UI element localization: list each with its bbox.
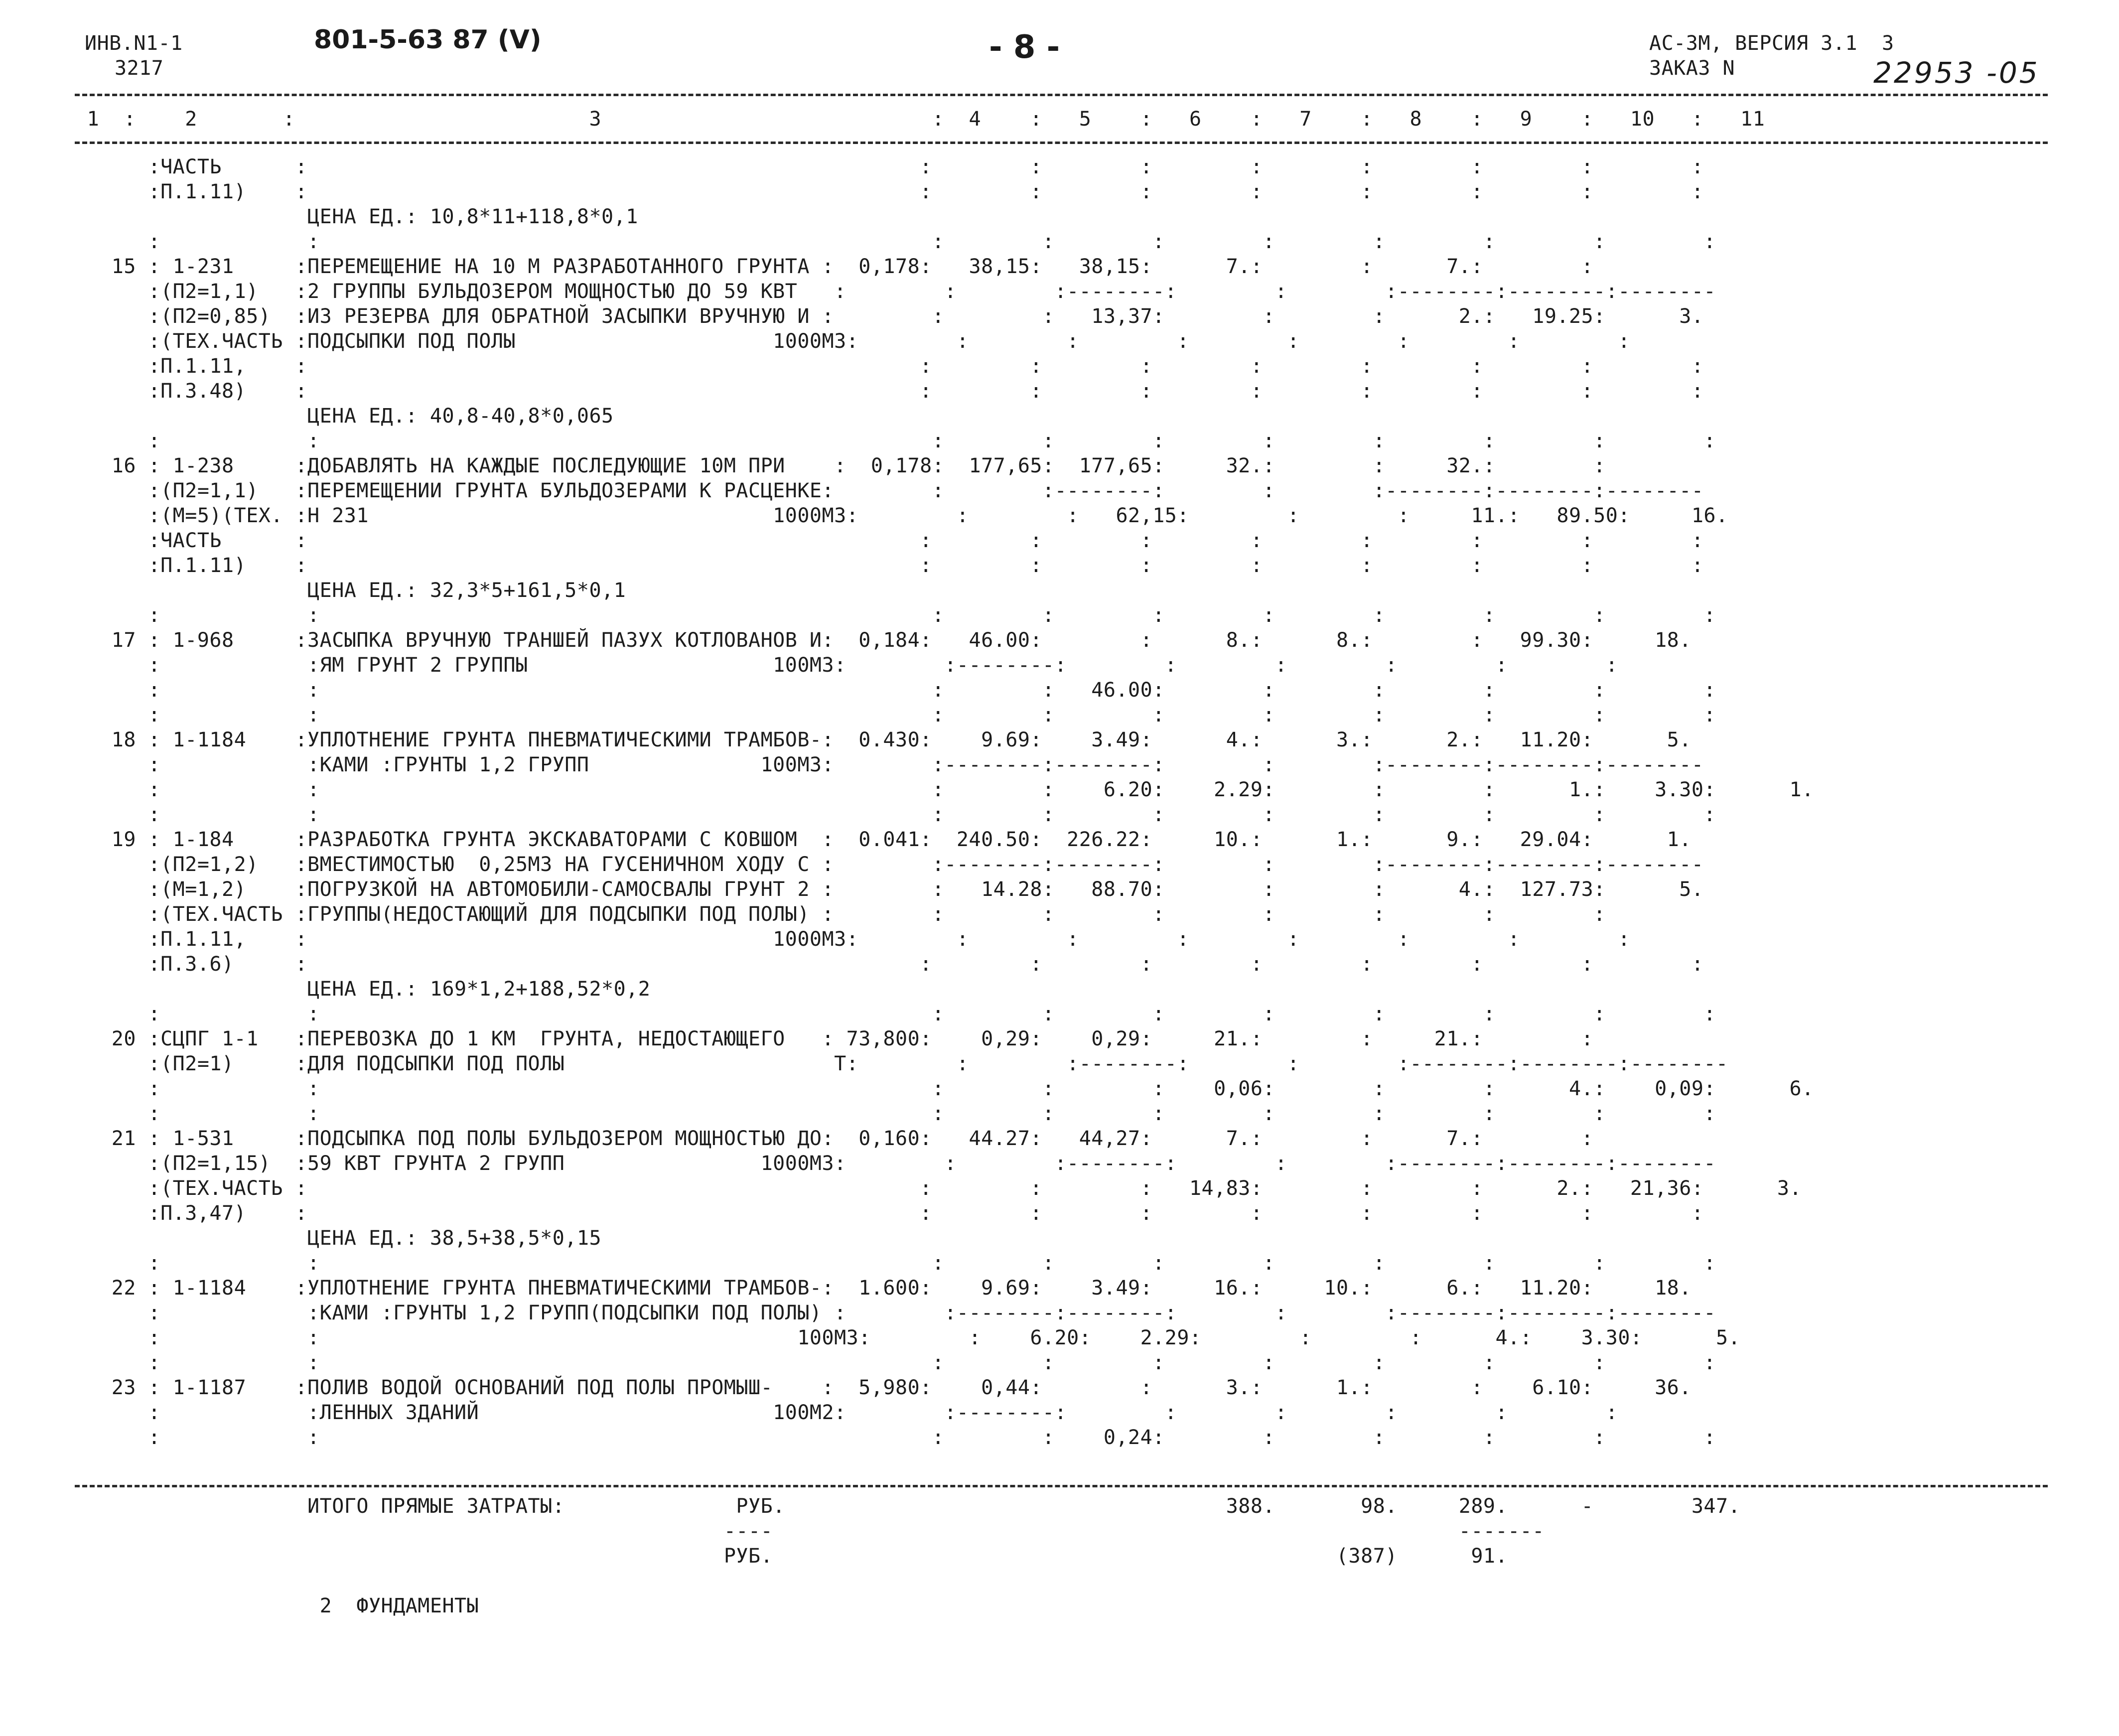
table-line: :ЧАСТЬ : : : : : : : : : bbox=[75, 529, 1704, 552]
section-heading: 2 ФУНДАМЕНТЫ bbox=[75, 1594, 479, 1617]
table-line: :(П2=1,15) :59 КВТ ГРУНТА 2 ГРУПП 1000М3: : :--------: : :--------:--------:-------- bbox=[75, 1152, 1716, 1175]
table-line: :(П2=0,85) :ИЗ РЕЗЕРВА ДЛЯ ОБРАТНОЙ ЗАСЫПКИ ВРУЧНУЮ И : : : 13,37: : : 2.: 19.25: 3. bbox=[75, 305, 1704, 328]
table-line: ЦЕНА ЕД.: 40,8-40,8*0,065 bbox=[75, 405, 614, 428]
table-line: ЦЕНА ЕД.: 32,3*5+161,5*0,1 bbox=[75, 579, 626, 602]
totals-underline: ---- ------- bbox=[75, 1520, 1545, 1543]
table-line: : :КАМИ :ГРУНТЫ 1,2 ГРУПП(ПОДСЫПКИ ПОД ПОЛЫ) : :--------:--------: : :--------:--------:-------- bbox=[75, 1302, 1716, 1324]
table-line: :П.1.11, : : : : : : : : : bbox=[75, 355, 1704, 378]
totals-line: РУБ. (387) 91. bbox=[75, 1545, 1508, 1568]
system-version: АС-3М, ВЕРСИЯ 3.1 3 bbox=[1649, 32, 1894, 55]
table-line: ЦЕНА ЕД.: 38,5+38,5*0,15 bbox=[75, 1227, 602, 1250]
table-line: : : : : : : : : : : bbox=[75, 803, 1716, 826]
table-line: :(П2=1,2) :ВМЕСТИМОСТЬЮ 0,25М3 НА ГУСЕНИЧНОМ ХОДУ С : :--------:--------: : :--------:--------:-------- bbox=[75, 853, 1704, 876]
table-line: :ЧАСТЬ : : : : : : : : : bbox=[75, 155, 1704, 178]
page-number: - 8 - bbox=[989, 29, 1060, 66]
inventory-label: ИНВ.N1-1 bbox=[85, 32, 183, 55]
table-line: : : 100М3: : 6.20: 2.29: : : 4.: 3.30: 5. bbox=[75, 1326, 1741, 1349]
table-line: :(ТЕХ.ЧАСТЬ :ПОДСЫПКИ ПОД ПОЛЫ 1000М3: : : : : : : : bbox=[75, 330, 1630, 353]
table-line: :П.3.6) : : : : : : : : : bbox=[75, 953, 1704, 976]
table-line: : : : : : : : : : : bbox=[75, 230, 1716, 253]
table-line: : : : : 6.20: 2.29: : : 1.: 3.30: 1. bbox=[75, 778, 1814, 801]
table-line: : : : : : : : : : : bbox=[75, 1351, 1716, 1374]
table-line: :П.1.11) : : : : : : : : : bbox=[75, 554, 1704, 577]
table-line: : : : : 46.00: : : : : : bbox=[75, 679, 1716, 702]
table-line: : :ЯМ ГРУНТ 2 ГРУППЫ 100М3: :--------: : : : : : bbox=[75, 654, 1618, 677]
table-line: ЦЕНА ЕД.: 10,8*11+118,8*0,1 bbox=[75, 205, 638, 228]
table-line: 20 :СЦПГ 1-1 :ПЕРЕВОЗКА ДО 1 КМ ГРУНТА, НЕДОСТАЮЩЕГО : 73,800: 0,29: 0,29: 21.: : 21.: : bbox=[75, 1027, 1594, 1050]
table-line: 19 : 1-184 :РАЗРАБОТКА ГРУНТА ЭКСКАВАТОРАМИ С КОВШОМ : 0.041: 240.50: 226.22: 10.: 1.: 9.: 29.04: 1. bbox=[75, 828, 1692, 851]
table-line: : : : : : : : : : : bbox=[75, 704, 1716, 726]
table-line: :П.1.11, : 1000М3: : : : : : : : bbox=[75, 928, 1630, 951]
column-header-rule bbox=[75, 142, 2048, 144]
table-line: :(М=1,2) :ПОГРУЗКОЙ НА АВТОМОБИЛИ-САМОСВАЛЫ ГРУНТ 2 : : 14.28: 88.70: : : 4.: 127.73: 5. bbox=[75, 878, 1704, 901]
table-line: : : : : : : : : : : bbox=[75, 604, 1716, 627]
table-line: : :КАМИ :ГРУНТЫ 1,2 ГРУПП 100М3: :--------:--------: : :--------:--------:-------- bbox=[75, 753, 1704, 776]
table-line: : : : : : 0,06: : : 4.: 0,09: 6. bbox=[75, 1077, 1814, 1100]
table-line: :(П2=1) :ДЛЯ ПОДСЫПКИ ПОД ПОЛЫ Т: : :--------: : :--------:--------:-------- bbox=[75, 1052, 1728, 1075]
table-line: :(ТЕХ.ЧАСТЬ : : : : 14,83: : : 2.: 21,36: 3. bbox=[75, 1177, 1802, 1200]
table-line: 16 : 1-238 :ДОБАВЛЯТЬ НА КАЖДЫЕ ПОСЛЕДУЮЩИЕ 10М ПРИ : 0,178: 177,65: 177,65: 32.: : 32.: : bbox=[75, 454, 1606, 477]
table-line: : : : : : : : : : : bbox=[75, 430, 1716, 452]
table-line: 23 : 1-1187 :ПОЛИВ ВОДОЙ ОСНОВАНИЙ ПОД ПОЛЫ ПРОМЫШ- : 5,980: 0,44: : 3.: 1.: : 6.10: 36. bbox=[75, 1376, 1692, 1399]
table-line: :(ТЕХ.ЧАСТЬ :ГРУППЫ(НЕДОСТАЮЩИЙ ДЛЯ ПОДСЫПКИ ПОД ПОЛЫ) : : : : : : : : bbox=[75, 903, 1606, 926]
table-line: 21 : 1-531 :ПОДСЫПКА ПОД ПОЛЫ БУЛЬДОЗЕРОМ МОЩНОСТЬЮ ДО: 0,160: 44.27: 44,27: 7.: : 7.: : bbox=[75, 1127, 1594, 1150]
table-line: : :ЛЕННЫХ ЗДАНИЙ 100М2: :--------: : : : : : bbox=[75, 1401, 1618, 1424]
table-line: 18 : 1-1184 :УПЛОТНЕНИЕ ГРУНТА ПНЕВМАТИЧЕСКИМИ ТРАМБОВ-: 0.430: 9.69: 3.49: 4.: 3.: 2.: 11.20: 5. bbox=[75, 728, 1692, 751]
inventory-number: 3217 bbox=[115, 57, 164, 80]
totals-line: ИТОГО ПРЯМЫЕ ЗАТРАТЫ: РУБ. 388. 98. 289. - 347. bbox=[75, 1495, 1741, 1518]
table-line: :П.3.48) : : : : : : : : : bbox=[75, 380, 1704, 403]
column-header: 1 : 2 : 3 : 4 : 5 : 6 : 7 : 8 : 9 : 10 : 11 bbox=[75, 108, 1765, 131]
table-line: : : : : : : : : : : bbox=[75, 1003, 1716, 1025]
header-rule bbox=[75, 94, 2048, 96]
totals-rule bbox=[75, 1485, 2048, 1487]
table-line: 17 : 1-968 :ЗАСЫПКА ВРУЧНУЮ ТРАНШЕЙ ПАЗУХ КОТЛОВАНОВ И: 0,184: 46.00: : 8.: 8.: : 99.30: 18. bbox=[75, 629, 1692, 652]
table-line: : : : : : : : : : : bbox=[75, 1102, 1716, 1125]
table-line: : : : : : : : : : : bbox=[75, 1252, 1716, 1275]
document-code: 801-5-63 87 (V) bbox=[314, 25, 542, 55]
table-line: 15 : 1-231 :ПЕРЕМЕЩЕНИЕ НА 10 М РАЗРАБОТАННОГО ГРУНТА : 0,178: 38,15: 38,15: 7.: : 7.: : bbox=[75, 255, 1594, 278]
table-line: :П.3,47) : : : : : : : : : bbox=[75, 1202, 1704, 1225]
order-number: 22953 -05 bbox=[1873, 56, 2040, 90]
table-line: :(П2=1,1) :2 ГРУППЫ БУЛЬДОЗЕРОМ МОЩНОСТЬЮ ДО 59 КВТ : : :--------: : :--------:--------:-------- bbox=[75, 280, 1716, 303]
order-label: ЗАКАЗ N bbox=[1649, 57, 1735, 80]
table-line: ЦЕНА ЕД.: 169*1,2+188,52*0,2 bbox=[75, 978, 651, 1001]
table-line: :П.1.11) : : : : : : : : : bbox=[75, 180, 1704, 203]
table-line: : : : : 0,24: : : : : : bbox=[75, 1426, 1716, 1449]
table-line: :(М=5)(ТЕХ. :Н 231 1000М3: : : 62,15: : : 11.: 89.50: 16. bbox=[75, 504, 1728, 527]
table-line: 22 : 1-1184 :УПЛОТНЕНИЕ ГРУНТА ПНЕВМАТИЧЕСКИМИ ТРАМБОВ-: 1.600: 9.69: 3.49: 16.: 10.: 6.: 11.20: 18. bbox=[75, 1277, 1692, 1300]
table-line: :(П2=1,1) :ПЕРЕМЕЩЕНИИ ГРУНТА БУЛЬДОЗЕРАМИ К РАСЦЕНКЕ: : :--------: : :--------:--------:-------- bbox=[75, 479, 1704, 502]
